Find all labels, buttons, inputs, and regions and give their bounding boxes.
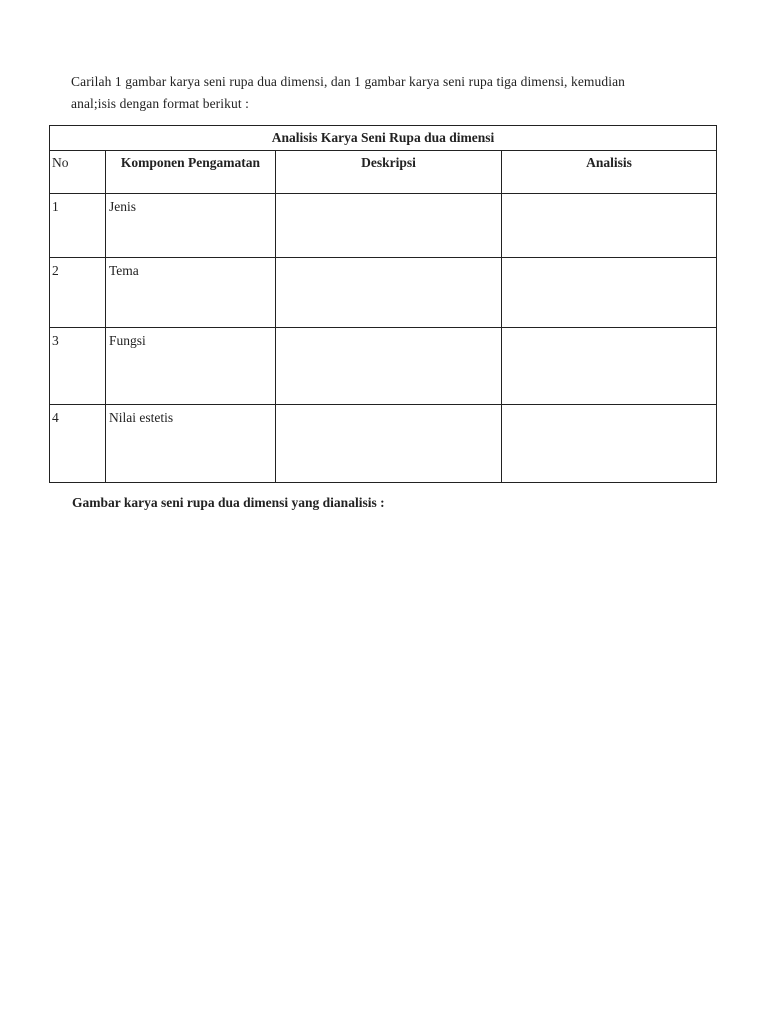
row-deskripsi-cell[interactable] [276,194,502,258]
instruction-paragraph [71,71,711,115]
row-komponen: Nilai estetis [106,405,276,483]
row-deskripsi-cell[interactable] [276,258,502,328]
header-analisis: Analisis [502,151,717,194]
analysis-table [49,125,717,483]
row-number: 3 [50,328,106,405]
row-analisis-cell[interactable] [502,194,717,258]
header-no: No [50,151,106,194]
row-number: 1 [50,194,106,258]
row-number: 2 [50,258,106,328]
row-number: 4 [50,405,106,483]
table-row [50,405,717,483]
row-komponen: Jenis [106,194,276,258]
header-komponen: Komponen Pengamatan [106,151,276,194]
image-caption: Gambar karya seni rupa dua dimensi yang dianalisis : [72,495,385,510]
table-title-row [50,126,717,151]
table-title: Analisis Karya Seni Rupa dua dimensi [50,126,717,151]
row-analisis-cell[interactable] [502,405,717,483]
header-deskripsi: Deskripsi [276,151,502,194]
table-row [50,258,717,328]
row-analisis-cell[interactable] [502,328,717,405]
row-komponen: Fungsi [106,328,276,405]
instruction-line-2: anal;isis dengan format berikut : [71,96,250,111]
table-row [50,194,717,258]
row-deskripsi-cell[interactable] [276,328,502,405]
row-deskripsi-cell[interactable] [276,405,502,483]
row-analisis-cell[interactable] [502,258,717,328]
table-header-row [50,151,717,194]
row-komponen: Tema [106,258,276,328]
instruction-line-1: Carilah 1 gambar karya seni rupa dua dimensi, dan 1 gambar karya seni rupa tiga dimensi, kemudian [71,74,626,89]
table-row [50,328,717,405]
